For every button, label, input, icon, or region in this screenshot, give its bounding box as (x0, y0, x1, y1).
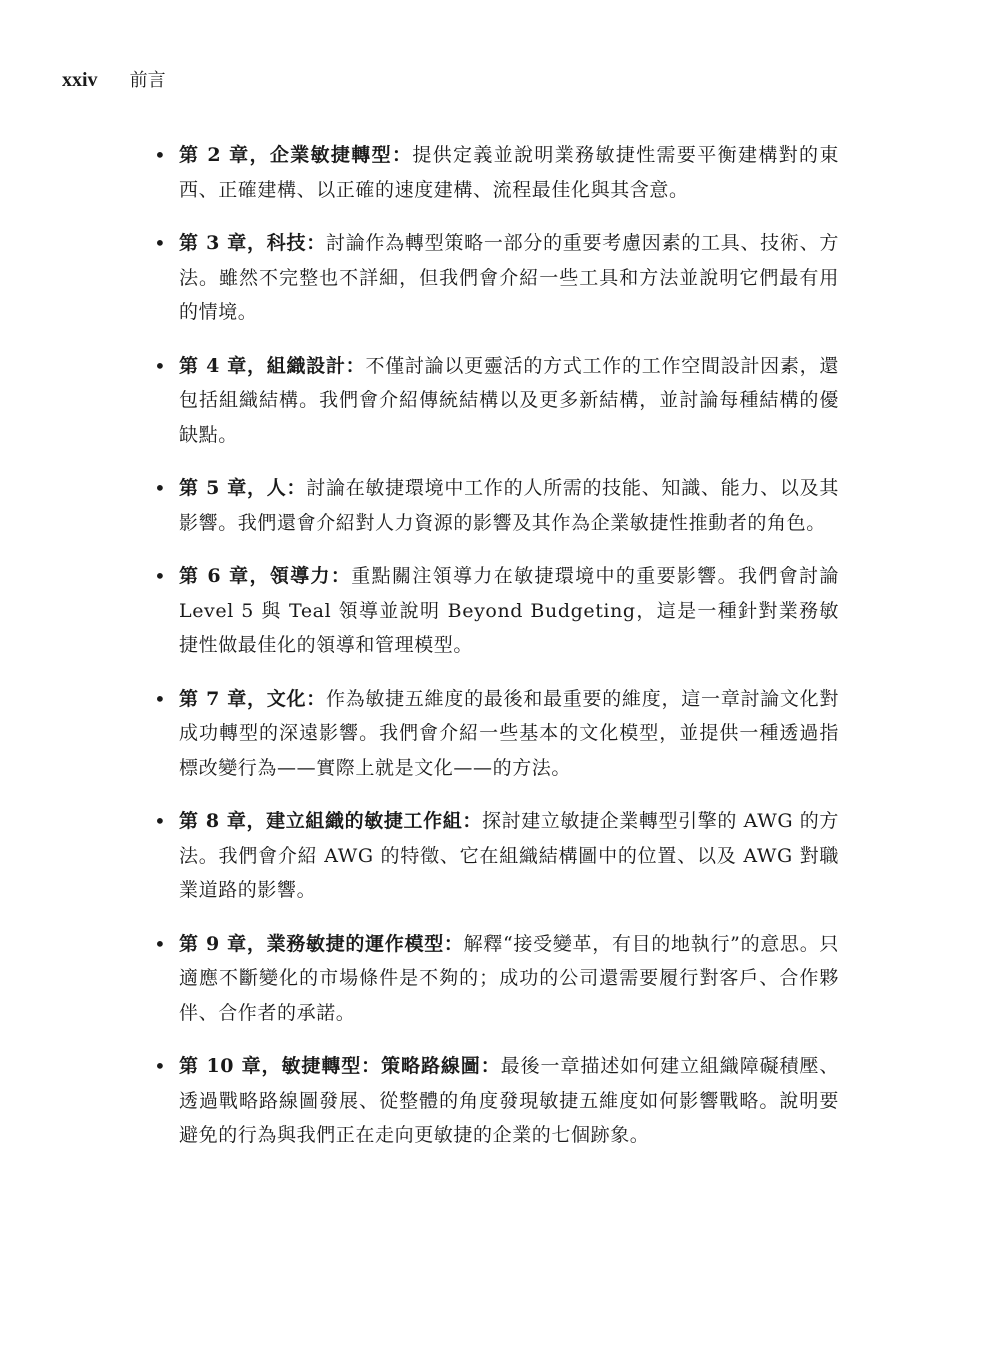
bullet-icon: • (154, 1054, 167, 1078)
list-item (150, 138, 839, 207)
chapter-title: 第 3 章，科技： (179, 232, 326, 254)
running-head (62, 66, 166, 95)
list-item (150, 226, 839, 330)
chapter-title: 第 9 章，業務敏捷的運作模型： (179, 932, 464, 955)
chapter-description: 最後一章描述如何建立組織障礙積壓、透過戰略路線圖發展、從整體的角度發現敏捷五維度如何影響戰略。說明要避免的行為與我們正在走向更敏捷的企業的七個跡象。 (179, 1055, 839, 1146)
bullet-icon: • (154, 143, 167, 167)
chapter-description: 不僅討論以更靈活的方式工作的工作空間設計因素，還包括組織結構。我們會介紹傳統結構以及更多新結構，並討論每種結構的優缺點。 (179, 354, 839, 446)
page-number: xxiv (62, 69, 98, 91)
chapter-list (150, 138, 850, 1172)
chapter-title: 第 4 章，組織設計： (179, 354, 366, 377)
list-item (150, 559, 839, 663)
bullet-icon: • (154, 931, 167, 956)
bullet-icon: • (154, 476, 167, 500)
chapter-title: 第 2 章，企業敏捷轉型： (179, 144, 413, 166)
chapter-description: 討論作為轉型策略一部分的重要考慮因素的工具、技術、方法。雖然不完整也不詳細，但我們會介紹一些工具和方法並說明它們最有用的情境。 (179, 232, 839, 323)
list-item (150, 1049, 839, 1153)
chapter-title: 第 6 章，領導力： (179, 565, 352, 587)
chapter-title: 第 7 章，文化： (179, 687, 326, 710)
chapter-title: 第 5 章，人： (179, 477, 307, 499)
chapter-description: 重點關注領導力在敏捷環境中的重要影響。我們會討論 Level 5 與 Teal 領導並說明 Beyond Budgeting，這是一種針對業務敏捷性做最佳化的領導和管理模型。 (179, 565, 840, 656)
chapter-description: 提供定義並說明業務敏捷性需要平衡建構對的東西、正確建構、以正確的速度建構、流程最佳化與其含意。 (179, 144, 839, 201)
chapter-description: 解釋“接受變革，有目的地執行”的意思。只適應不斷變化的市場條件是不夠的；成功的公司還需要履行對客戶、合作夥伴、合作者的承諾。 (179, 932, 839, 1024)
section-title: 前言 (129, 70, 166, 91)
chapter-description: 討論在敏捷環境中工作的人所需的技能、知識、能力、以及其影響。我們還會介紹對人力資源的影響及其作為企業敏捷性推動者的角色。 (179, 477, 840, 534)
bullet-icon: • (154, 686, 167, 711)
list-item (150, 682, 839, 786)
chapter-description: 探討建立敏捷企業轉型引擎的 AWG 的方法。我們會介紹 AWG 的特徵、它在組織結構圖中的位置、以及 AWG 對職業道路的影響。 (179, 810, 839, 901)
bullet-icon: • (154, 353, 167, 378)
bullet-icon: • (154, 231, 167, 255)
bullet-icon: • (154, 809, 167, 833)
list-item (150, 349, 839, 453)
list-item (150, 927, 839, 1031)
chapter-title: 第 10 章，敏捷轉型：策略路線圖： (179, 1055, 501, 1077)
list-item (150, 471, 839, 540)
bullet-icon: • (154, 564, 167, 588)
chapter-title: 第 8 章，建立組織的敏捷工作組： (179, 810, 482, 832)
list-item (150, 804, 839, 908)
chapter-description: 作為敏捷五維度的最後和最重要的維度，這一章討論文化對成功轉型的深遠影響。我們會介紹一些基本的文化模型，並提供一種透過指標改變行為——實際上就是文化——的方法。 (179, 687, 839, 779)
